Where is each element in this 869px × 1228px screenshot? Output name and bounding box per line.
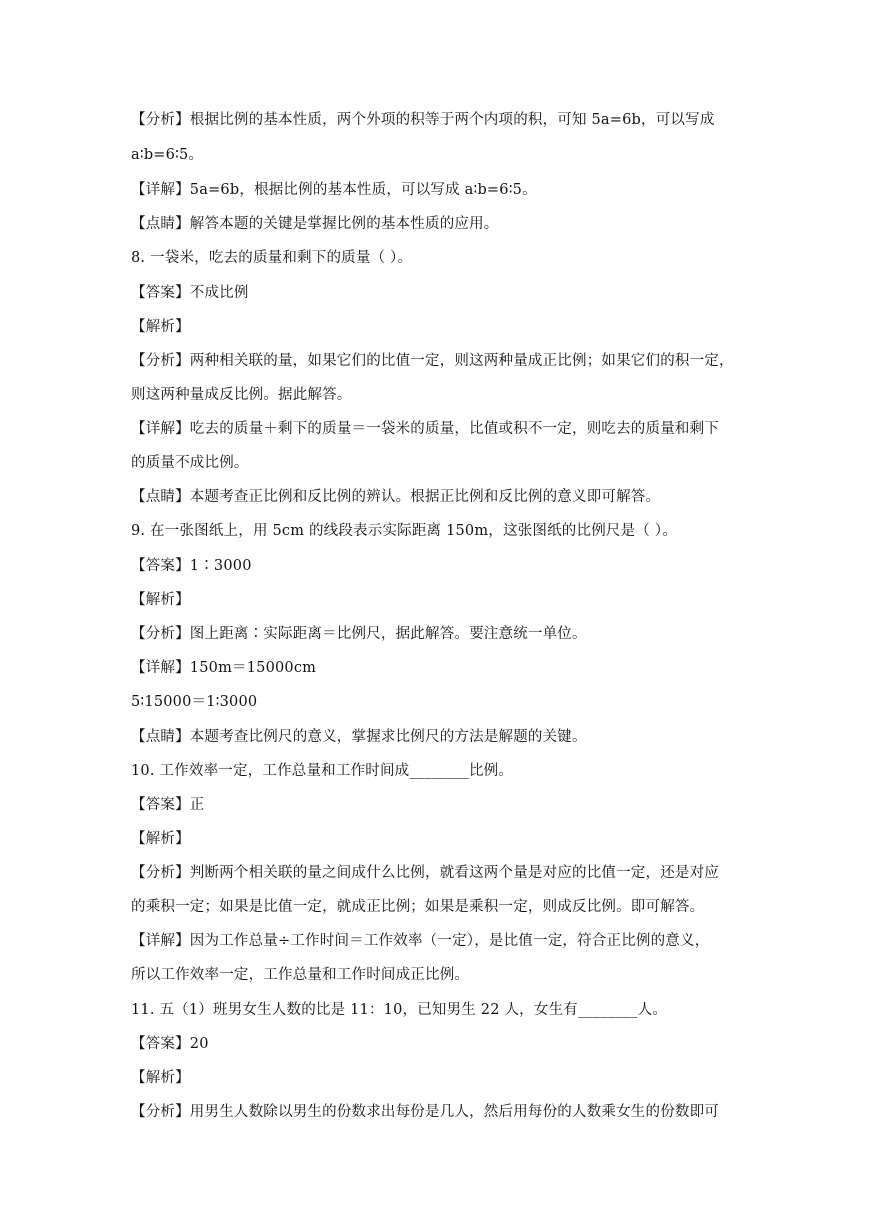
answer-8: 【答案】不成比例 [131,285,249,301]
explanation-8: 【详解】吃去的质量＋剩下的质量＝一袋米的质量，比值或积不一定，则吃去的质量和剩下 [131,421,719,437]
key-point-line: 【点睛】解答本题的关键是掌握比例的基本性质的应用。 [131,216,499,232]
answer-11: 【答案】20 [131,1036,209,1052]
analysis-line-continued: a∶b=6∶5。 [131,147,204,163]
explanation-10: 【详解】因为工作总量÷工作时间＝工作效率（一定），是比值一定，符合正比例的意义， [131,933,710,949]
answer-9: 【答案】1∶3000 [131,558,252,574]
analysis-8-continued: 则这两种量成反比例。据此解答。 [131,387,352,403]
question-9: 9. 在一张图纸上，用 5cm 的线段表示实际距离 150m，这张图纸的比例尺是（ ）。 [131,523,677,539]
analysis-11: 【分析】用男生人数除以男生的份数求出每份是几人，然后用每份的人数乘女生的份数即可 [131,1104,719,1120]
solution-heading-8: 【解析】 [131,319,190,335]
solution-heading-10: 【解析】 [131,831,190,847]
analysis-9: 【分析】图上距离∶实际距离＝比例尺，据此解答。要注意统一单位。 [131,626,587,642]
question-10: 10. 工作效率一定，工作总量和工作时间成________比例。 [131,763,514,779]
explanation-8-continued: 的质量不成比例。 [131,455,249,471]
explanation-line: 【详解】5a=6b，根据比例的基本性质，可以写成 a∶b=6∶5。 [131,182,537,198]
key-point-9: 【点睛】本题考查比例尺的意义，掌握求比例尺的方法是解题的关键。 [131,729,587,745]
analysis-line: 【分析】根据比例的基本性质，两个外项的积等于两个内项的积，可知 5a=6b，可以写成 [131,112,715,128]
solution-heading-9: 【解析】 [131,592,190,608]
question-8: 8. 一袋米，吃去的质量和剩下的质量（ ）。 [131,250,413,266]
explanation-10-continued: 所以工作效率一定，工作总量和工作时间成正比例。 [131,967,470,983]
answer-10: 【答案】正 [131,797,205,813]
explanation-9: 【详解】150m＝15000cm [131,660,317,676]
solution-heading-11: 【解析】 [131,1070,190,1086]
question-11: 11. 五（1）班男女生人数的比是 11：10，已知男生 22 人，女生有________人。 [131,1002,667,1018]
explanation-9-continued: 5∶15000＝1∶3000 [131,694,258,710]
analysis-10: 【分析】判断两个相关联的量之间成什么比例，就看这两个量是对应的比值一定，还是对应 [131,865,719,881]
analysis-8: 【分析】两种相关联的量，如果它们的比值一定，则这两种量成正比例；如果它们的积一定， [131,353,734,369]
key-point-8: 【点睛】本题考查正比例和反比例的辨认。根据正比例和反比例的意义即可解答。 [131,489,661,505]
analysis-10-continued: 的乘积一定；如果是比值一定，就成正比例；如果是乘积一定，则成反比例。即可解答。 [131,899,705,915]
